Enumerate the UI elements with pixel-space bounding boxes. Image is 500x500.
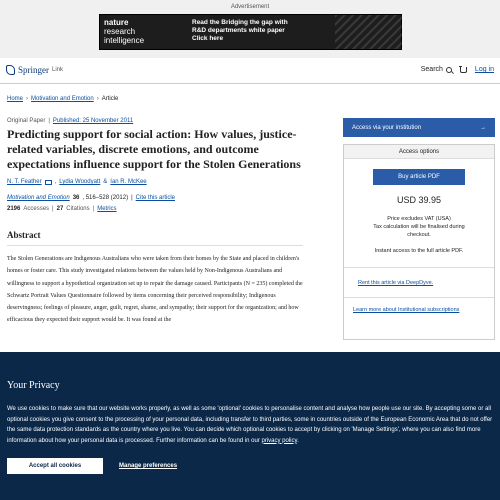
chevron-right-icon: › — [96, 96, 99, 102]
arrow-right-icon: → — [480, 124, 486, 131]
journal-link[interactable]: Motivation and Emotion — [7, 195, 70, 201]
cite-article-link[interactable]: Cite this article — [135, 195, 176, 201]
access-institution-label: Access via your institution — [352, 124, 422, 131]
article-title: Predicting support for social action: How values, justice-related variables, discrete emotions, and outcome expectations influence support for the Stolen Generations — [7, 127, 301, 171]
ad-graphic — [335, 15, 402, 49]
logo-sub: Link — [52, 67, 64, 73]
accept-cookies-button[interactable]: Accept all cookies — [7, 458, 103, 474]
privacy-body: We use cookies to make sure that our website works properly, as well as some 'optional' cookies to personalise content and analyse how people use our site. By accepting some or all optional cookies you give consent to the processing of your personal data, including transfer to third parties, some in countries outside of the European Economic Area that do not offer the same data protection standards as the country where you live. You can decide which optional cookies to accept by clicking on 'Manage Settings', where you can also find more information about how your personal data is processed. Further information can be found in our — [7, 406, 493, 444]
site-header — [0, 58, 500, 84]
tax-line: Price excludes VAT (USA) — [387, 216, 451, 222]
breadcrumb-section[interactable]: Motivation and Emotion — [31, 96, 94, 102]
privacy-text — [7, 404, 495, 446]
breadcrumb-current: Article — [101, 96, 119, 102]
logo-brand: Springer — [18, 65, 49, 75]
meta-separator: | — [131, 195, 133, 201]
access-options-panel — [343, 144, 495, 340]
author-link[interactable]: N. T. Feather — [7, 179, 42, 185]
tax-note — [344, 215, 494, 239]
search-icon — [446, 67, 452, 73]
email-icon[interactable] — [45, 180, 52, 185]
buy-pdf-button[interactable]: Buy article PDF — [373, 169, 465, 185]
breadcrumb — [7, 96, 118, 102]
login-link[interactable]: Log in — [474, 66, 494, 73]
ad-copy-line2: R&D departments white paper — [192, 27, 285, 34]
author-separator: , — [54, 179, 57, 185]
author-link[interactable]: Ian R. McKee — [110, 179, 147, 185]
springer-logo[interactable] — [6, 65, 63, 75]
journal-volume: 36 — [72, 195, 80, 201]
advertisement-strip — [0, 0, 500, 58]
privacy-policy-link[interactable]: privacy policy — [261, 437, 298, 444]
access-institution-button[interactable] — [343, 118, 495, 137]
abstract-text: The Stolen Generations are Indigenous Australians who were taken from their homes by the State and placed in children's homes or foster care. This study investigated relations between the values held by Non-Indigenous Australians and willingness to support a hypothetical organization set up to repair the damage caused. Participants (N = 235) completed the Schwartz Portrait Values Questionnaire followed by items concerning their perceived responsibility; Indigenous deservingness; feelings of pleasure, anger, guilt, regret, shame, and sympathy; their support for the organization; and how efficacious they expected their support would be. It was found at the — [7, 256, 303, 324]
tax-line: checkout. — [407, 232, 431, 238]
chevron-right-icon: › — [26, 96, 29, 102]
meta-separator: | — [92, 206, 95, 212]
author-link[interactable]: Lydia Woodyatt — [59, 179, 101, 185]
deepdyve-link[interactable]: Rent this article via DeepDyve. — [358, 280, 434, 286]
citations-label: Citations — [66, 206, 90, 212]
tax-line: Tax calculation will be finalised during — [373, 224, 465, 230]
divider — [7, 245, 303, 246]
journal-pages: , 516–528 (2012) — [82, 195, 129, 201]
access-sidebar — [343, 118, 495, 340]
search-label: Search — [420, 66, 443, 73]
price: USD 39.95 — [396, 195, 442, 205]
meta-separator: | — [52, 206, 54, 212]
citations-count: 27 — [56, 206, 64, 212]
cart-icon[interactable] — [460, 67, 467, 73]
ad-brand-line1: nature — [104, 18, 129, 27]
ad-brand-line3: intelligence — [104, 36, 145, 45]
breadcrumb-home[interactable]: Home — [7, 96, 24, 102]
article-type: Original Paper — [7, 118, 46, 124]
manage-preferences-link[interactable]: Manage preferences — [119, 463, 178, 469]
author-separator: & — [103, 179, 108, 185]
institutional-subscriptions-link[interactable]: Learn more about Institutional subscriptions — [353, 307, 460, 313]
ad-brand — [104, 18, 144, 45]
search-button[interactable] — [421, 66, 452, 73]
divider — [344, 297, 494, 298]
author-list — [7, 179, 303, 185]
abstract-heading: Abstract — [7, 230, 41, 240]
instant-access-note: Instant access to the full article PDF. — [374, 248, 464, 254]
ad-brand-line2: research — [104, 27, 136, 36]
accesses-count: 2196 — [7, 206, 21, 212]
published-date[interactable]: Published: 25 November 2011 — [52, 118, 134, 124]
accesses-label: Accesses — [23, 206, 50, 212]
article-meta — [7, 118, 303, 124]
ad-cta[interactable]: Click here — [192, 35, 224, 42]
ad-copy — [192, 19, 288, 43]
journal-info — [7, 195, 303, 201]
springer-horse-icon — [6, 65, 15, 75]
meta-separator: | — [48, 118, 50, 124]
article-metrics — [7, 206, 303, 212]
header-actions — [421, 66, 494, 73]
metrics-link[interactable]: Metrics — [97, 206, 117, 212]
ad-copy-line1: Read the Bridging the gap with — [192, 19, 288, 26]
privacy-banner — [0, 352, 500, 500]
access-options-heading: Access options — [344, 145, 494, 159]
privacy-period: . — [297, 437, 299, 444]
divider — [344, 267, 494, 268]
ad-label: Advertisement — [230, 4, 270, 10]
article-main — [7, 118, 303, 327]
ad-banner[interactable] — [99, 14, 402, 50]
privacy-heading: Your Privacy — [7, 380, 60, 391]
